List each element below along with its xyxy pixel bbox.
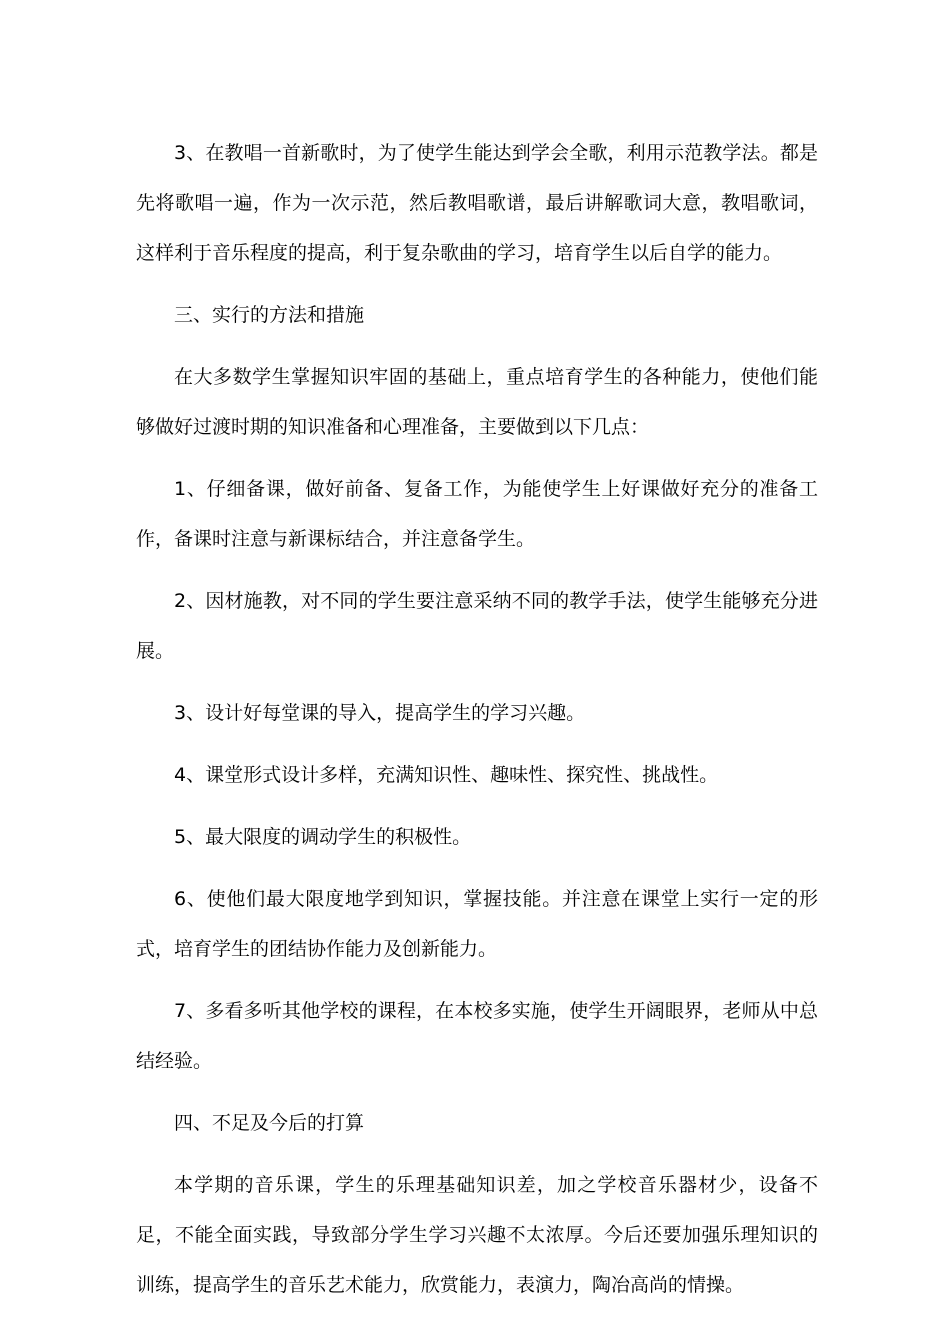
paragraph-intro: 在大多数学生掌握知识牢固的基础上，重点培育学生的各种能力，使他们能够做好过渡时期的知识准备和心理准备，主要做到以下几点： <box>136 366 818 438</box>
paragraph-item-5: 5、最大限度的调动学生的积极性。 <box>174 826 472 848</box>
paragraph-summary: 本学期的音乐课，学生的乐理基础知识差，加之学校音乐器材少，设备不足，不能全面实践，导致部分学生学习兴趣不太浓厚。今后还要加强乐理知识的训练，提高学生的音乐艺术能力，欣赏能力，表演力，陶冶高尚的情操。 <box>136 1174 818 1296</box>
paragraph-item-2: 2、因材施教，对不同的学生要注意采纳不同的教学手法，使学生能够充分进展。 <box>136 590 818 662</box>
paragraph-item-1: 1、仔细备课，做好前备、复备工作，为能使学生上好课做好充分的准备工作，备课时注意与新课标结合，并注意备学生。 <box>136 478 818 550</box>
paragraph-item-7: 7、多看多听其他学校的课程，在本校多实施，使学生开阔眼界，老师从中总结经验。 <box>136 1000 818 1072</box>
paragraph-item-4: 4、课堂形式设计多样，充满知识性、趣味性、探究性、挑战性。 <box>174 764 719 786</box>
paragraph-item-6: 6、使他们最大限度地学到知识，掌握技能。并注意在课堂上实行一定的形式，培育学生的团结协作能力及创新能力。 <box>136 888 818 960</box>
document-page <box>136 128 818 1322</box>
section-heading-4: 四、不足及今后的打算 <box>174 1112 365 1134</box>
paragraph-method-3: 3、在教唱一首新歌时，为了使学生能达到学会全歌，利用示范教学法。都是先将歌唱一遍，作为一次示范，然后教唱歌谱，最后讲解歌词大意，教唱歌词，这样利于音乐程度的提高，利于复杂歌曲的学习，培育学生以后自学的能力。 <box>136 142 818 264</box>
paragraph-item-3: 3、设计好每堂课的导入，提高学生的学习兴趣。 <box>174 702 586 724</box>
section-heading-3: 三、实行的方法和措施 <box>174 304 365 326</box>
